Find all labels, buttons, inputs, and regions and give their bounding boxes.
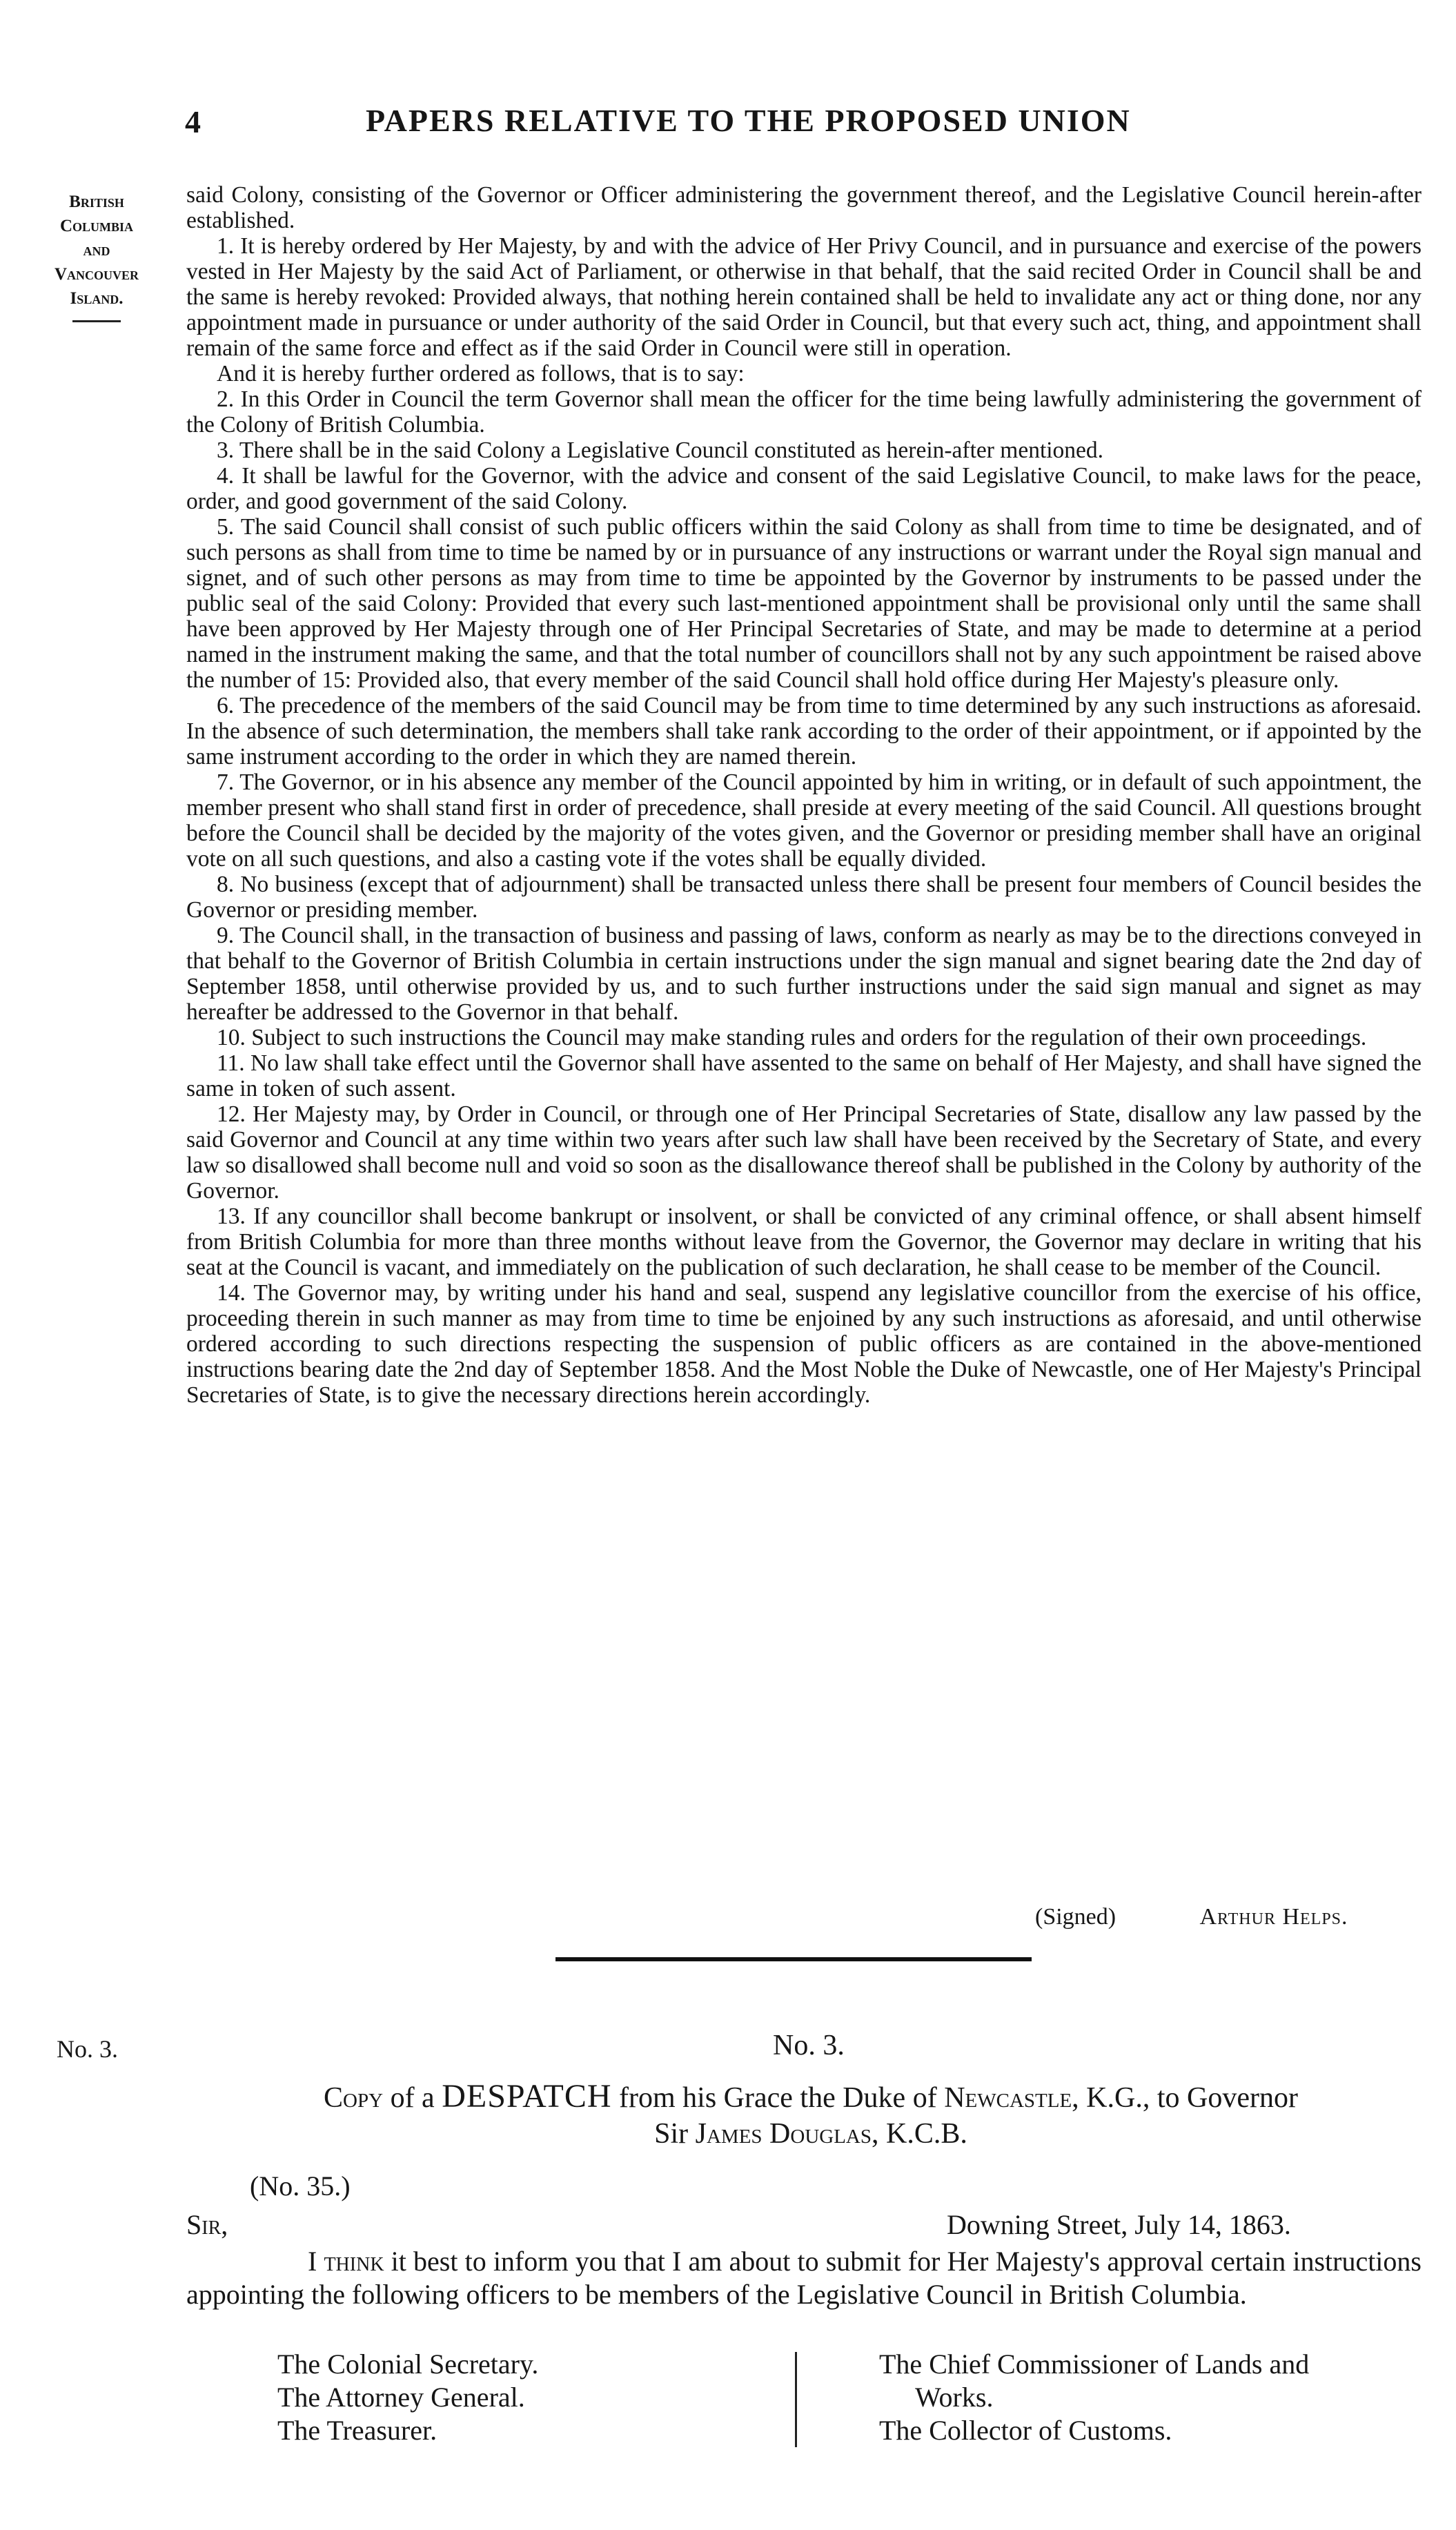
order-paragraph: 8. No business (except that of adjournment) shall be transacted unless there shall be present four members of Council besides the Governor or presiding member. [186,872,1421,923]
margin-note-line: Columbia [59,217,134,235]
officers-list-right [879,2348,1424,2447]
order-paragraph: 10. Subject to such instructions the Council may make standing rules and orders for the regulation of their own proceedings. [217,1025,1367,1050]
section-divider [555,1957,1032,1961]
despatch-heading: No. 3. [773,2030,845,2061]
officers-list-left [277,2348,760,2447]
order-in-council-body [186,182,1421,1408]
order-paragraph: 7. The Governor, or in his absence any member of the Council appointed by him in writing, or in default of such appointment, the member present who shall stand first in order of precedence, shall preside at every meeting of the said Council. All questions brought before the Council shall be decided by the majority of the votes given, and the Governor or presiding member shall have an original vote on all such questions, and also a casting vote if the votes shall be equally divided. [186,769,1421,872]
margin-note [29,190,164,322]
signature-block [1035,1903,1421,1931]
title-despatch: DESPATCH [442,2078,612,2115]
order-paragraph: And it is hereby further ordered as follows, that is to say: [217,361,745,386]
body-text: it best to inform you that I am about to submit for Her Majesty's approval certain instructions appointing the following officers to be members of the Legislative Council in British Columbia. [186,2246,1421,2310]
order-paragraph: 11. No law shall take effect until the Governor shall have assented to the same on behalf of Her Majesty, and shall have signed the same in token of such assent. [186,1050,1421,1101]
margin-note-dash [72,320,121,322]
despatch-reference: (No. 35.) [250,2170,351,2202]
officer-item: The Treasurer. [277,2415,437,2446]
body-opening: I think [308,2246,384,2277]
title-from: from his Grace the Duke of [611,2082,945,2114]
running-head: PAPERS RELATIVE TO THE PROPOSED UNION [366,103,1131,138]
signed-label: (Signed) [1035,1904,1116,1930]
title-of-a: of a [383,2082,442,2114]
despatch-margin-number: No. 3. [57,2035,118,2063]
officer-item: The Chief Commissioner of Lands and [879,2348,1310,2380]
order-paragraph: 13. If any councillor shall become bankrupt or insolvent, or shall be convicted of any criminal offence, or shall absent himself from British Columbia for more than three months without leave from the Governor, the Governor may declare in writing that his seat at the Council is vacant, and immediately on the publication of such declaration, he shall cease to be member of the Council. [186,1204,1421,1280]
officer-item: The Colonial Secretary. [277,2348,539,2380]
order-paragraph: 3. There shall be in the said Colony a Legislative Council constituted as herein-after mentioned. [217,438,1104,463]
margin-note-line: British [69,193,124,211]
title-copy: Copy [324,2082,384,2114]
margin-note-line: Island. [70,289,124,308]
despatch-title-line-2 [200,2116,1421,2152]
title-douglas: James Douglas [695,2118,872,2150]
margin-note-line: Vancouver [54,265,139,284]
order-paragraph: 6. The precedence of the members of the said Council may be from time to time determined by any such instructions as aforesaid. In the absence of such determination, the members shall take rank according to the order of their appointment, or if appointed by the same instrument according to the order in which they are named therein. [186,693,1421,769]
salutation: Sir, [186,2209,228,2240]
signatory-name: Arthur Helps. [1199,1904,1348,1930]
margin-note-line: and [83,241,110,259]
despatch-title [200,2079,1421,2152]
page-number: 4 [185,104,201,139]
officers-column-divider [795,2352,797,2447]
title-newcastle: Newcastle [944,2082,1072,2114]
officer-item-continuation: Works. [915,2382,994,2413]
order-paragraph: 2. In this Order in Council the term Governor shall mean the officer for the time being lawfully administering the government of the Colony of British Columbia. [186,386,1421,438]
order-paragraph: 9. The Council shall, in the transaction of business and passing of laws, conform as nearly as may be to the directions conveyed in that behalf to the Governor of British Columbia in certain instructions under the sign manual and signet bearing date the 2nd day of September 1858, until otherwise provided by us, and to such further instructions under the said sign manual and signet as may hereafter be addressed to the Governor in that behalf. [186,923,1421,1025]
despatch-body [186,2245,1421,2311]
officer-item: The Collector of Customs. [879,2415,1172,2446]
place-date: Downing Street, July 14, 1863. [947,2209,1291,2240]
order-paragraph: 1. It is hereby ordered by Her Majesty, by and with the advice of Her Privy Council, and in pursuance and exercise of the powers vested in Her Majesty by the said Act of Parliament, or otherwise in that behalf, that the said recited Order in Council shall be and the same is hereby revoked: Provided always, that nothing herein contained shall be held to invalidate any act or thing done, nor any appointment made in pursuance or under authority of the said Order in Council, but that every such act, thing, and appointment shall remain of the same force and effect as if the said Order in Council were still in operation. [186,233,1421,361]
title-kcb: , K.C.B. [872,2118,967,2150]
order-paragraph: 4. It shall be lawful for the Governor, with the advice and consent of the said Legislative Council, to make laws for the peace, order, and good government of the said Colony. [186,463,1421,514]
despatch-title-line-1 [200,2079,1421,2116]
order-paragraph: 14. The Governor may, by writing under his hand and seal, suspend any legislative councillor from the exercise of his office, proceeding therein in such manner as may from time to time be enjoined by any such instructions as aforesaid, and until otherwise ordered according to such directions respecting the suspension of public officers as are contained in the above-mentioned instructions bearing date the 2nd day of September 1858. And the Most Noble the Duke of Newcastle, one of Her Majesty's Principal Secretaries of State, is to give the necessary directions herein accordingly. [186,1280,1421,1408]
order-paragraph: 12. Her Majesty may, by Order in Council, or through one of Her Principal Secretaries of State, disallow any law passed by the said Governor and Council at any time within two years after such law shall have been received by the Secretary of State, and every law so disallowed shall become null and void so soon as the disallowance thereof shall be published in the Colony by authority of the Governor. [186,1101,1421,1204]
officer-item: The Attorney General. [277,2382,525,2413]
title-to: , K.G., to Governor [1072,2082,1298,2114]
order-paragraph: 5. The said Council shall consist of such public officers within the said Colony as shall from time to time be designated, and of such persons as shall from time to time be named by or in pursuance of any instructions or warrant under the Royal sign manual and signet, and of such other persons as may from time to time be appointed by the Governor by instruments to be passed under the public seal of the said Colony: Provided that every such last-mentioned appointment shall be provisional only until the same shall have been approved by Her Majesty through one of Her Principal Secretaries of State, and may be made to determine at a period named in the instrument making the same, and that the total number of councillors shall not by any such appointment be raised above the number of 15: Provided also, that every member of the said Council shall hold office during Her Majesty's pleasure only. [186,514,1421,693]
order-paragraph: said Colony, consisting of the Governor or Officer administering the government thereof, and the Legislative Council herein-after established. [186,182,1421,233]
title-sir: Sir [654,2118,696,2150]
